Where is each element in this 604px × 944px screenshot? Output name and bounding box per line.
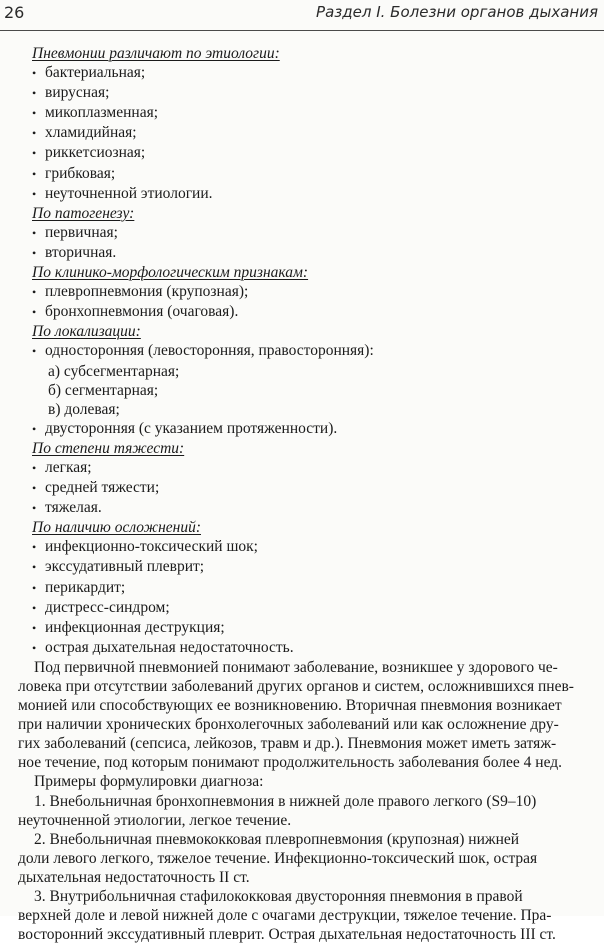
bullet-icon: •: [32, 460, 37, 475]
bullet-icon: •: [32, 620, 37, 635]
list-item: • грибковая;: [0, 164, 604, 184]
bullet-icon: •: [32, 600, 37, 615]
paragraph-line: неуточненной этиологии, легкое течение.: [18, 811, 292, 829]
list-subitem: б) сегментарная;: [48, 381, 159, 399]
list-item: • острая дыхательная недостаточность.: [0, 638, 604, 658]
list-item: • двусторонняя (с указанием протяженности).: [0, 419, 604, 439]
list-subitem: в) долевая;: [48, 400, 120, 418]
examples-intro: [0, 772, 604, 791]
page-header: [0, 0, 604, 32]
paragraph-line: 2. Внебольничная пневмококковая плевропневмония (крупозная) нижней: [34, 830, 520, 848]
list-item: • инфекционно-токсический шок;: [0, 537, 604, 557]
paragraph-line: доли левого легкого, тяжелое течение. Инфекционно-токсический шок, острая: [18, 849, 538, 867]
bullet-icon: •: [32, 560, 37, 575]
paragraph-line: Примеры формулировки диагноза:: [34, 773, 264, 791]
bullet-icon: •: [32, 501, 37, 516]
paragraph-line: ловека при отсутствии заболеваний других органов и систем, осложнившихся пнев-: [18, 678, 574, 695]
list-item: • односторонняя (левосторонняя, правосторонняя):: [0, 341, 604, 361]
bullet-icon: •: [32, 540, 37, 555]
list-item: • хламидийная;: [0, 123, 604, 143]
list-item: • риккетсиозная;: [0, 143, 604, 163]
bullet-icon: •: [32, 481, 37, 496]
example-3: [0, 887, 604, 944]
paragraph-line: 1. Внебольничная бронхопневмония в нижней доле правого легкого (S9–10): [34, 792, 537, 810]
list-item: • микоплазменная;: [0, 103, 604, 123]
definition-paragraph: [0, 658, 604, 773]
section-heading-etiology: Пневмонии различают по этиологии:: [32, 45, 280, 62]
list-item: • бронхопневмония (очаговая).: [0, 302, 604, 322]
paragraph-line: при наличии хронических бронхолегочных заболеваний или как осложнение дру-: [18, 716, 559, 734]
list-item: • плевропневмония (крупозная);: [0, 282, 604, 302]
section-heading-severity: По степени тяжести:: [32, 439, 185, 457]
section-heading-localization: По локализации:: [32, 323, 141, 341]
paragraph-line: ное течение, под которым понимают продолжительность заболевания более 4 нед.: [18, 754, 563, 772]
list-item: • вирусная;: [0, 83, 604, 103]
bullet-icon: •: [32, 285, 37, 300]
list-item: • инфекционная деструкция;: [0, 618, 604, 638]
example-1: [0, 792, 604, 830]
page-body: [0, 44, 604, 944]
bullet-icon: •: [32, 580, 37, 595]
section-heading-pathogenesis: По патогенезу:: [32, 204, 135, 222]
list-item: • бактериальная;: [0, 63, 604, 83]
list-item: • тяжелая.: [0, 498, 604, 518]
bullet-icon: •: [32, 146, 37, 161]
bullet-icon: •: [32, 166, 37, 181]
list-item: • неуточненной этиологии.: [0, 184, 604, 204]
example-2: [0, 830, 604, 887]
paragraph-line: дыхательная недостаточность II ст.: [18, 868, 250, 886]
list-subitem: а) субсегментарная;: [48, 362, 180, 380]
section-heading-clinical: По клинико-морфологическим признакам:: [32, 264, 309, 282]
list-item: • вторичная.: [0, 243, 604, 263]
bullet-icon: •: [32, 305, 37, 320]
bullet-icon: •: [32, 86, 37, 101]
list-item: • дистресс-синдром;: [0, 598, 604, 618]
bullet-icon: •: [32, 245, 37, 260]
section-heading-complications: По наличию осложнений:: [32, 519, 201, 537]
list-item: • средней тяжести;: [0, 478, 604, 498]
bullet-icon: •: [32, 186, 37, 201]
paragraph-line: верхней доле и левой нижней доле с очагами деструкции, тяжелое течение. Пра-: [18, 907, 552, 925]
paragraph-line: монией или способствующих ее возникновению. Вторичная пневмония возникает: [18, 697, 562, 715]
paragraph-line: 3. Внутрибольничная стафилококковая двусторонняя пневмония в правой: [34, 888, 523, 906]
list-item: • легкая;: [0, 458, 604, 478]
bullet-icon: •: [32, 225, 37, 240]
list-item: • перикардит;: [0, 578, 604, 598]
bullet-icon: •: [32, 640, 37, 655]
bullet-icon: •: [32, 66, 37, 81]
bullet-icon: •: [32, 421, 37, 436]
page-number: 26: [4, 3, 25, 22]
paragraph-line: Под первичной пневмонией понимают заболевание, возникшее у здорового че-: [34, 658, 558, 676]
bullet-icon: •: [32, 126, 37, 141]
running-head: Раздел I. Болезни органов дыхания: [316, 3, 598, 21]
bullet-icon: •: [32, 344, 37, 359]
paragraph-line: восторонний экссудативный плеврит. Острая дыхательная недостаточность III ст.: [18, 926, 556, 944]
bullet-icon: •: [32, 106, 37, 121]
header-rule: [0, 30, 604, 31]
list-item: • первичная;: [0, 223, 604, 243]
paragraph-line: гих заболеваний (сепсиса, лейкозов, травм и др.). Пневмония может иметь затяж-: [18, 735, 557, 753]
list-item: • экссудативный плеврит;: [0, 557, 604, 577]
